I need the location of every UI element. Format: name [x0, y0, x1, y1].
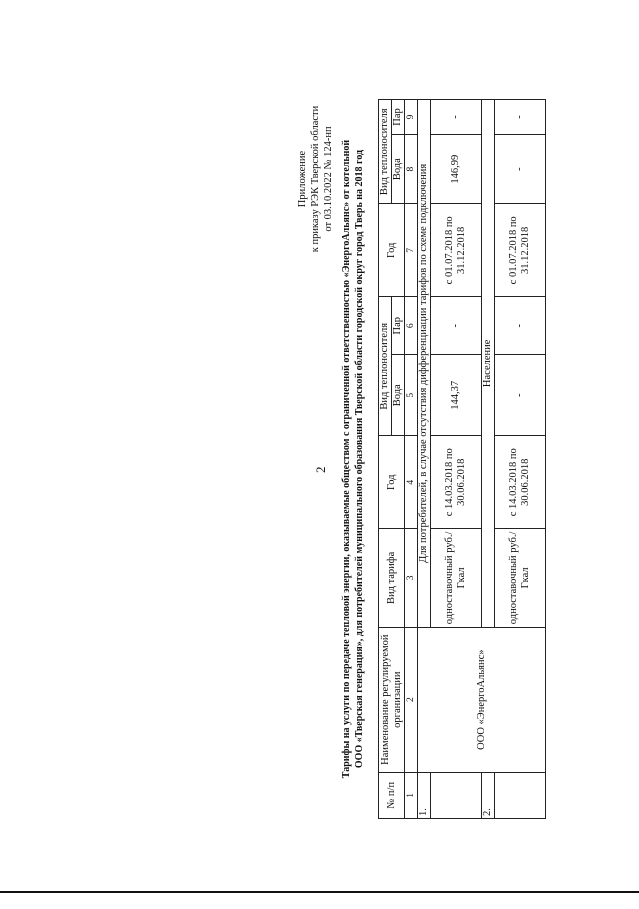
col-number: 2 — [405, 627, 418, 772]
header-year-2: Год — [379, 204, 405, 297]
header-steam-2: Пар — [392, 100, 405, 135]
period-1: с 14.03.2018 по 30.06.2018 — [495, 436, 546, 529]
rotated-content — [297, 0, 531, 909]
row-num-2: 2. — [482, 772, 495, 818]
appendix-line-1: Приложение — [297, 150, 308, 208]
document-heading — [341, 99, 366, 819]
header-num: № п/п — [379, 772, 405, 818]
col-number: 7 — [405, 204, 418, 297]
page-number: 2 — [313, 466, 328, 473]
header-tariff-type: Вид тарифа — [379, 529, 405, 628]
water-value-2: - — [495, 134, 546, 204]
section-row-1 — [418, 100, 431, 819]
col-number: 3 — [405, 529, 418, 628]
period-2: с 01.07.2018 по 31.12.2018 — [431, 204, 482, 297]
empty-cell — [431, 772, 482, 818]
tariff-type: одноставочный руб./Гкал — [431, 529, 482, 628]
header-water-2: Вода — [392, 134, 405, 204]
header-row — [379, 100, 392, 819]
page-bottom-rule — [0, 891, 639, 893]
col-number: 4 — [405, 436, 418, 529]
col-number: 6 — [405, 297, 418, 355]
org-name: ООО «ЭнергоАльянс» — [418, 627, 546, 772]
appendix-line-3: от 03.10.2022 № 124-нп — [323, 126, 334, 232]
col-number: 5 — [405, 355, 418, 436]
steam-value-2: - — [495, 100, 546, 135]
appendix-note — [296, 104, 335, 254]
water-value-2: 146,99 — [431, 134, 482, 204]
header-steam-1: Пар — [392, 297, 405, 355]
heading-line-1: Тарифы на услуги по передаче тепловой энергии, оказываемые обществом с ограниченной ответственностью «ЭнергоАльянс» от котельной — [341, 139, 352, 779]
header-carrier-2: Вид теплоносителя — [379, 100, 392, 204]
row-num-1: 1. — [418, 772, 431, 818]
section-label-population: Население — [482, 100, 495, 628]
empty-cell — [495, 772, 546, 818]
tariff-type: одноставочный руб./Гкал — [495, 529, 546, 628]
col-number: 1 — [405, 772, 418, 818]
tariff-table — [378, 99, 546, 819]
header-year-1: Год — [379, 436, 405, 529]
section-label-consumers: Для потребителей, в случае отсутствия дифференциации тарифов по схеме подключения — [418, 100, 431, 628]
col-number: 8 — [405, 134, 418, 204]
steam-value-1: - — [431, 297, 482, 355]
water-value-1: 144,37 — [431, 355, 482, 436]
header-org: Наименование регулируемой организации — [379, 627, 405, 772]
period-1: с 14.03.2018 по 30.06.2018 — [431, 436, 482, 529]
col-number: 9 — [405, 100, 418, 135]
period-2: с 01.07.2018 по 31.12.2018 — [495, 204, 546, 297]
heading-line-2: ООО «Тверская генерация», для потребителей муниципального образования Тверской области городской округ город Тверь на 2018 год — [353, 149, 365, 769]
header-carrier-1: Вид теплоносителя — [379, 297, 392, 436]
steam-value-1: - — [495, 297, 546, 355]
header-water-1: Вода — [392, 355, 405, 436]
water-value-1: - — [495, 355, 546, 436]
column-numbers-row — [405, 100, 418, 819]
appendix-line-2: к приказу РЭК Тверской области — [310, 105, 321, 253]
steam-value-2: - — [431, 100, 482, 135]
